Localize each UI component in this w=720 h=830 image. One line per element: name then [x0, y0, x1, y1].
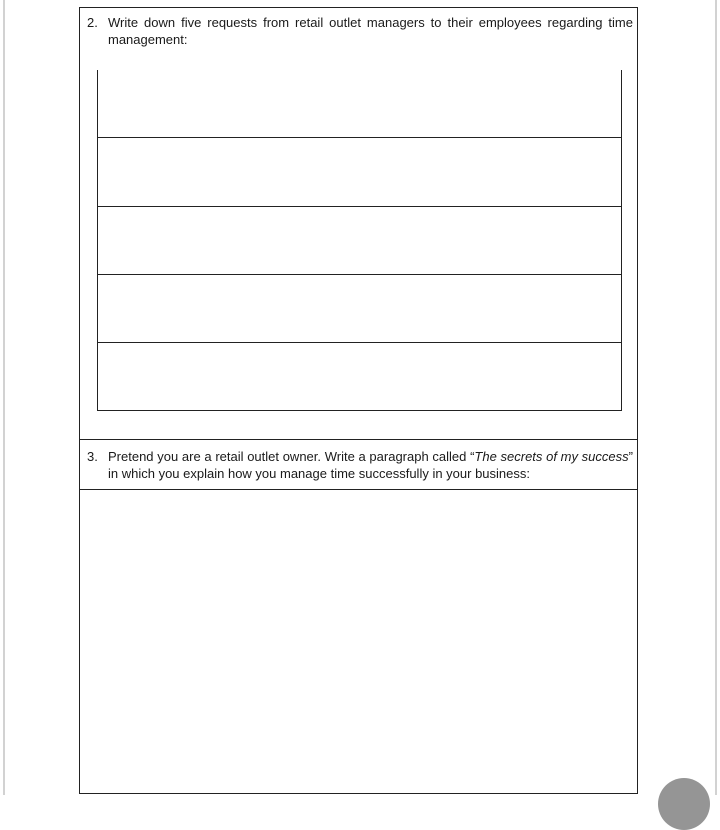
section-divider	[80, 439, 637, 440]
answer-row-2[interactable]	[97, 138, 622, 207]
paragraph-writing-area[interactable]	[80, 490, 637, 793]
page-edge-right	[715, 0, 717, 795]
floating-action-button[interactable]	[658, 778, 710, 830]
worksheet	[79, 7, 638, 794]
question-2	[87, 15, 633, 51]
question-3-text	[108, 449, 633, 482]
answer-row-5[interactable]	[97, 343, 622, 411]
question-3-number: 3.	[87, 449, 98, 464]
page-edge-left	[3, 0, 5, 795]
question-2-line-2: management:	[108, 31, 188, 47]
question-2-number: 2.	[87, 15, 98, 30]
question-3-text-before: Pretend you are a retail outlet owner. Write a paragraph called “	[108, 449, 475, 464]
answer-row-3[interactable]	[97, 207, 622, 275]
answer-table	[97, 70, 622, 411]
question-2-line-1: Write down five requests from retail outlet managers to their employees regarding time	[108, 15, 633, 30]
question-3-title: The secrets of my success	[474, 449, 629, 464]
question-2-text	[108, 15, 633, 48]
question-3	[87, 449, 633, 485]
answer-row-4[interactable]	[97, 275, 622, 343]
answer-row-1[interactable]	[97, 70, 622, 138]
question-3-text-after: ” in which you explain how you manage time successfully in your business:	[108, 449, 633, 481]
